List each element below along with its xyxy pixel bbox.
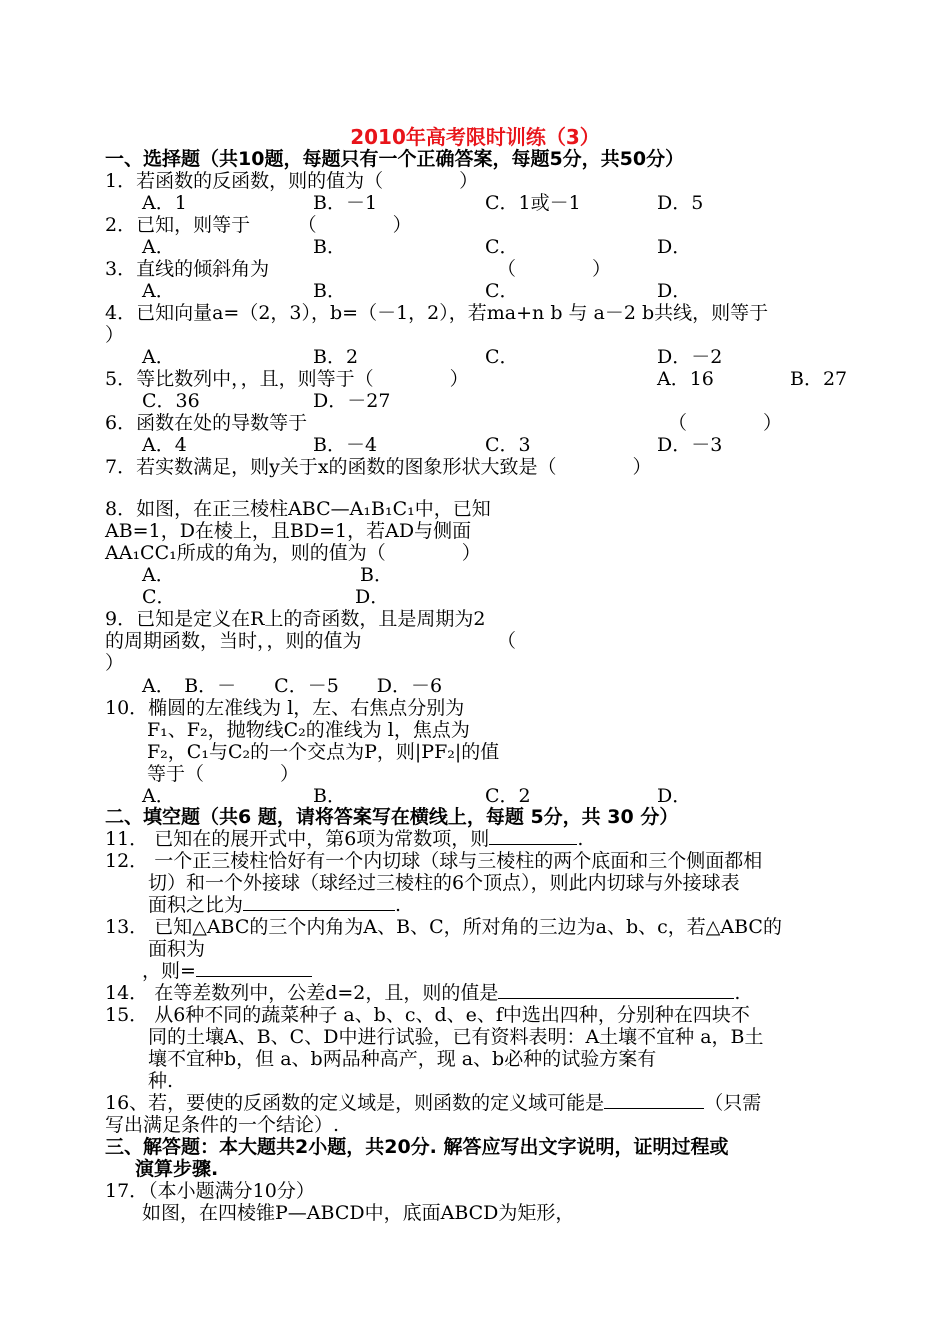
q16-tail: （只需 — [704, 1092, 762, 1114]
q2-option-a: A． — [142, 236, 175, 258]
section-heading-solutions-cont: 演算步骤. — [135, 1158, 219, 1180]
q6-option-c: C．3 — [485, 434, 531, 456]
q8-option-d: D． — [355, 586, 390, 608]
q6-option-a: A．4 — [142, 434, 187, 456]
q2-option-c: C． — [485, 236, 519, 258]
q1-option-b: B．－1 — [313, 192, 378, 214]
q10-option-b: B． — [313, 785, 346, 807]
q10-line-3: F₂，C₁与C₂的一个交点为P，则|PF₂|的值 — [147, 741, 500, 763]
q13-text: ，则= — [142, 960, 196, 982]
q5-option-d: D．－27 — [313, 390, 391, 412]
q9-paren: （ — [497, 630, 517, 652]
q12-line-2: 切）和一个外接球（球经过三棱柱的6个顶点），则此内切球与外接球表 — [148, 872, 740, 894]
q3-stem: 3．直线的倾斜角为 — [105, 258, 270, 280]
q9-line-1: 9．已知是定义在R上的奇函数，且是周期为2 — [105, 608, 486, 630]
q17-header: 17．（本小题满分10分） — [105, 1180, 315, 1202]
q6-option-b: B．－4 — [313, 434, 378, 456]
q14-text: 14． 在等差数列中，公差d=2，且，则的值是 — [105, 982, 499, 1004]
q2-option-d: D． — [657, 236, 692, 258]
q1-option-d: D．5 — [657, 192, 704, 214]
q7-stem: 7．若实数满足，则y关于x的函数的图象形状大致是（ ） — [105, 456, 652, 478]
q12-text: 面积之比为 — [148, 894, 244, 916]
q11-answer-blank[interactable] — [489, 828, 577, 845]
section-heading-solutions: 三、解答题：本大题共2小题，共20分. 解答应写出文字说明，证明过程或 — [105, 1136, 729, 1158]
q8-option-a: A． — [142, 564, 175, 586]
q16-text: 16、若，要使的反函数的定义域是，则函数的定义域可能是 — [105, 1092, 605, 1114]
q1-option-c: C．1或－1 — [485, 192, 581, 214]
q17-body: 如图，在四棱锥P—ABCD中，底面ABCD为矩形， — [142, 1202, 575, 1224]
q8-option-b: B． — [360, 564, 393, 586]
q12-line-1: 12． 一个正三棱柱恰好有一个内切球（球与三棱柱的两个底面和三个侧面都相 — [105, 850, 763, 872]
q10-line-4: 等于（ ） — [147, 763, 300, 785]
q3-option-d: D． — [657, 280, 692, 302]
section-heading-choice: 一、选择题（共10题，每题只有一个正确答案，每题5分，共50分） — [105, 148, 685, 170]
q8-option-c: C． — [142, 586, 176, 608]
page-title: 2010年高考限时训练（3） — [350, 125, 600, 149]
q4-option-a: A． — [142, 346, 175, 368]
q9-line-2: 的周期函数，当时，，则的值为 — [105, 630, 362, 652]
q1-stem: 1．若函数的反函数，则的值为（ ） — [105, 170, 479, 192]
q10-option-a: A． — [142, 785, 175, 807]
q13-answer-blank[interactable] — [196, 960, 312, 977]
q15-line-4: 种. — [148, 1070, 174, 1092]
q4-option-d: D．－2 — [657, 346, 723, 368]
q10-option-d: D． — [657, 785, 692, 807]
q10-line-1: 10．椭圆的左准线为 l，左、右焦点分别为 — [105, 697, 465, 719]
q5-option-b: B．27 — [790, 368, 848, 390]
q13-line-3 — [142, 960, 312, 982]
q10-option-c: C．2 — [485, 785, 531, 807]
q14-answer-blank[interactable] — [498, 982, 734, 999]
q12-answer-blank[interactable] — [243, 894, 395, 911]
q13-line-1: 13． 已知△ABC的三个内角为A、B、C，所对角的三边为a、b、c，若△ABC的 — [105, 916, 782, 938]
q5-option-c: C．36 — [142, 390, 200, 412]
q2-option-b: B． — [313, 236, 346, 258]
q11-line: 11． 已知在的展开式中，第6项为常数项，则 . — [105, 828, 584, 850]
q3-option-b: B． — [313, 280, 346, 302]
q16-line-2: 写出满足条件的一个结论）. — [105, 1114, 340, 1136]
q13-line-2: 面积为 — [148, 938, 206, 960]
q15-line-2: 同的土壤A、B、C、D中进行试验，已有资料表明：A土壤不宜种 a，B土 — [148, 1026, 764, 1048]
section-heading-fill-in: 二、填空题（共6 题，请将答案写在横线上，每题 5分，共 30 分） — [105, 806, 679, 828]
q6-option-d: D．－3 — [657, 434, 723, 456]
q5-option-a: A．16 — [657, 368, 714, 390]
q8-line-1: 8．如图，在正三棱柱ABC—A₁B₁C₁中，已知 — [105, 498, 491, 520]
q15-line-3: 壤不宜种b，但 a、b两品种高产，现 a、b必种的试验方案有 — [148, 1048, 657, 1070]
q9-options: A． B．－ C．－5 D．－6 — [142, 675, 443, 697]
q11-text: 11． 已知在的展开式中，第6项为常数项，则 — [105, 828, 490, 850]
q4-stem: 4．已知向量a=（2，3），b=（－1，2），若ma+n b 与 a－2 b共线，则等于 — [105, 302, 769, 324]
q4-stem-continued: ） — [105, 324, 125, 346]
q10-line-2: F₁、F₂，抛物线C₂的准线为 l，焦点为 — [147, 719, 470, 741]
q6-stem: 6．函数在处的导数等于 — [105, 412, 308, 434]
q5-stem: 5．等比数列中，，且，则等于（ ） — [105, 368, 469, 390]
q15-line-1: 15． 从6种不同的蔬菜种子 a、b、c、d、e、f中选出四种，分别种在四块不 — [105, 1004, 750, 1026]
q8-line-3: AA₁CC₁所成的角为，则的值为（ ） — [105, 542, 481, 564]
q3-paren: （ ） — [497, 258, 612, 280]
q2-stem: 2．已知，则等于 （ ） — [105, 214, 412, 236]
q4-option-b: B．2 — [313, 346, 359, 368]
q9-line-3: ） — [105, 652, 125, 674]
q8-line-2: AB=1，D在棱上，且BD=1，若AD与侧面 — [105, 520, 472, 542]
q16-answer-blank[interactable] — [604, 1092, 704, 1109]
q12-line-3: 面积之比为 . — [148, 894, 402, 916]
q16-line-1 — [105, 1092, 761, 1114]
q14-line: 14． 在等差数列中，公差d=2，且，则的值是 . — [105, 982, 741, 1004]
q3-option-a: A． — [142, 280, 175, 302]
q4-option-c: C． — [485, 346, 519, 368]
q1-option-a: A．1 — [142, 192, 187, 214]
q6-paren: （ ） — [668, 412, 783, 434]
q3-option-c: C． — [485, 280, 519, 302]
